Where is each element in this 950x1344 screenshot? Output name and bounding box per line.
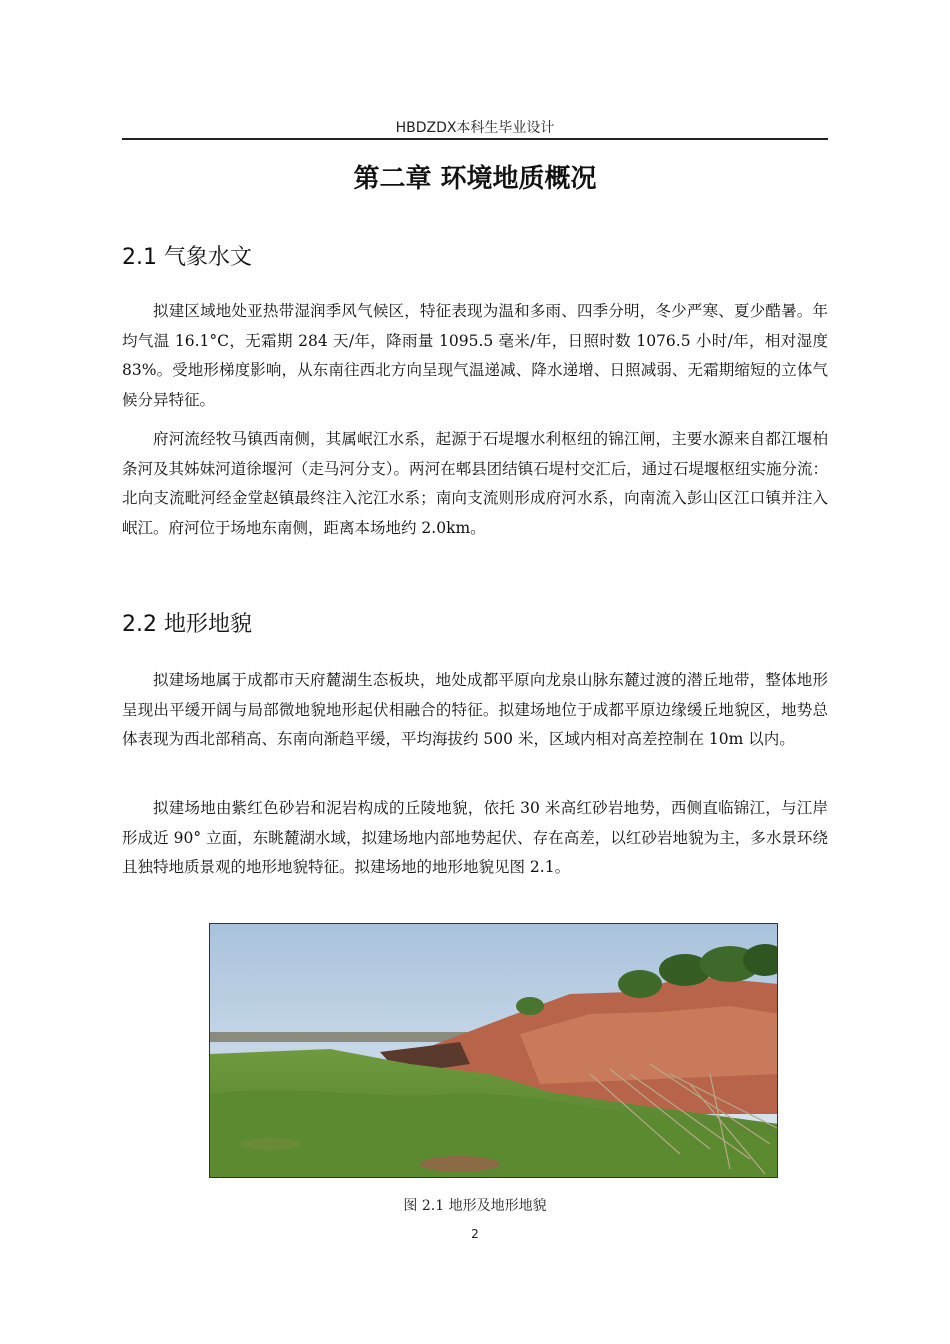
- chapter-title: 第二章 环境地质概况: [353, 164, 597, 194]
- terrain-photo: [209, 923, 778, 1178]
- figure-caption: 图 2.1 地形及地形地貌: [403, 1198, 547, 1214]
- section-heading-2-1: 2.1 气象水文: [122, 245, 252, 270]
- page-number: 2: [471, 1227, 479, 1241]
- paragraph: 拟建场地属于成都市天府麓湖生态板块，地处成都平原向龙泉山脉东麓过渡的潜丘地带，整体地形呈现出平缓开阔与局部微地貌地形起伏相融合的特征。拟建场地位于成都平原边缘缓丘地貌区，地势总体表现为西北部稍高、东南向渐趋平缓，平均海拔约 500 米，区域内相对高差控制在 10m 以内。: [122, 671, 828, 748]
- paragraph: 拟建区域地处亚热带湿润季风气候区，特征表现为温和多雨、四季分明，冬少严寒、夏少酷暑。年均气温 16.1°C，无霜期 284 天/年，降雨量 1095.5 毫米/年，日照时数 1076.5 小时/年，相对湿度 83%。受地形梯度影响，从东南往西北方向呈现气温递减、降水递增、日照减弱、无霜期缩短的立体气候分异特征。: [122, 302, 828, 409]
- page-header: HBDZDX本科生毕业设计: [395, 120, 555, 136]
- section-heading-2-2: 2.2 地形地貌: [122, 612, 252, 637]
- paragraph: 府河流经牧马镇西南侧，其属岷江水系，起源于石堤堰水利枢纽的锦江闸，主要水源来自都江堰柏条河及其姊妹河道徐堰河（走马河分支）。两河在郫县团结镇石堤村交汇后，通过石堤堰枢纽实施分流：北向支流毗河经金堂赵镇最终注入沱江水系；南向支流则形成府河水系，向南流入彭山区江口镇并注入岷江。府河位于场地东南侧，距离本场地约 2.0km。: [122, 430, 828, 537]
- paragraph: 拟建场地由紫红色砂岩和泥岩构成的丘陵地貌，依托 30 米高红砂岩地势，西侧直临锦江，与江岸形成近 90° 立面，东眺麓湖水域，拟建场地内部地势起伏、存在高差，以红砂岩地貌为主，多水景环绕且独特地质景观的地形地貌特征。拟建场地的地形地貌见图 2.1。: [122, 799, 828, 876]
- header-rule: [122, 138, 828, 140]
